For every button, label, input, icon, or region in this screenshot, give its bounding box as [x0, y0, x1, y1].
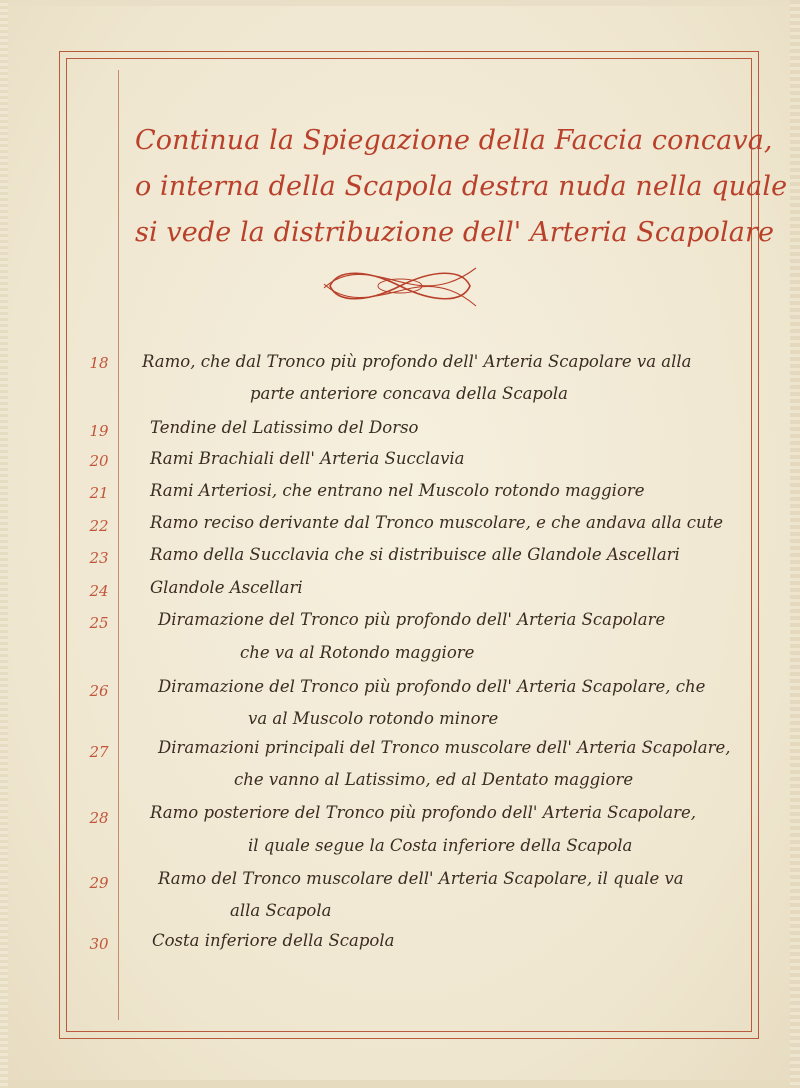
entry-text: Ramo reciso derivante dal Tronco muscolare, e che andava alla cute: [150, 513, 724, 532]
entry-text: Ramo del Tronco muscolare dell' Arteria Scapolare, il quale va: [158, 869, 684, 888]
margin-rule: [118, 70, 119, 1020]
entry-text: Rami Brachiali dell' Arteria Succlavia: [150, 449, 465, 468]
title-line-3: si vede la distribuzione dell' Arteria Scapolare: [135, 217, 775, 248]
paper-edge-top: [0, 0, 800, 6]
entry-number: 23: [89, 549, 109, 567]
entry-number: 30: [89, 935, 109, 953]
entry-text-continued: che vanno al Latissimo, ed al Dentato maggiore: [234, 770, 634, 789]
page-title: [135, 118, 788, 256]
entry-number: 19: [89, 422, 109, 440]
entry-text: Ramo, che dal Tronco più profondo dell' Arteria Scapolare va alla: [142, 352, 692, 371]
entry-text-continued: va al Muscolo rotondo minore: [248, 709, 499, 728]
entry-text-continued: alla Scapola: [230, 901, 332, 920]
title-line-2: o interna della Scapola destra nuda nella quale: [135, 171, 788, 202]
title-line-1: Continua la Spiegazione della Faccia concava,: [135, 125, 773, 156]
paper-edge-right: [790, 0, 800, 1088]
entry-text: Diramazione del Tronco più profondo dell' Arteria Scapolare: [158, 610, 666, 629]
entry-text: Costa inferiore della Scapola: [152, 931, 395, 950]
entry-text: Tendine del Latissimo del Dorso: [150, 418, 419, 437]
entry-number: 18: [89, 354, 109, 372]
entry-text: Diramazioni principali del Tronco muscolare dell' Arteria Scapolare,: [158, 738, 731, 757]
paper-edge-left: [0, 0, 8, 1088]
entry-text-continued: il quale segue la Costa inferiore della Scapola: [248, 836, 633, 855]
entry-number: 24: [89, 582, 109, 600]
entry-number: 26: [89, 682, 109, 700]
entry-number: 28: [89, 809, 109, 827]
entry-text: Glandole Ascellari: [150, 578, 303, 597]
entry-text: Rami Arteriosi, che entrano nel Muscolo rotondo maggiore: [150, 481, 645, 500]
calligraphic-flourish: [320, 258, 480, 314]
entry-number: 22: [89, 517, 109, 535]
entry-text-continued: che va al Rotondo maggiore: [240, 643, 475, 662]
entry-number: 29: [89, 874, 109, 892]
entry-text: Ramo posteriore del Tronco più profondo dell' Arteria Scapolare,: [150, 803, 697, 822]
entry-text: Diramazione del Tronco più profondo dell' Arteria Scapolare, che: [158, 677, 706, 696]
entry-number: 21: [89, 484, 109, 502]
entry-number: 20: [89, 452, 109, 470]
entry-text: Ramo della Succlavia che si distribuisce alle Glandole Ascellari: [150, 545, 680, 564]
entry-text-continued: parte anteriore concava della Scapola: [250, 384, 569, 403]
entry-number: 25: [89, 614, 109, 632]
paper-edge-bottom: [0, 1080, 800, 1088]
entry-number: 27: [89, 743, 109, 761]
